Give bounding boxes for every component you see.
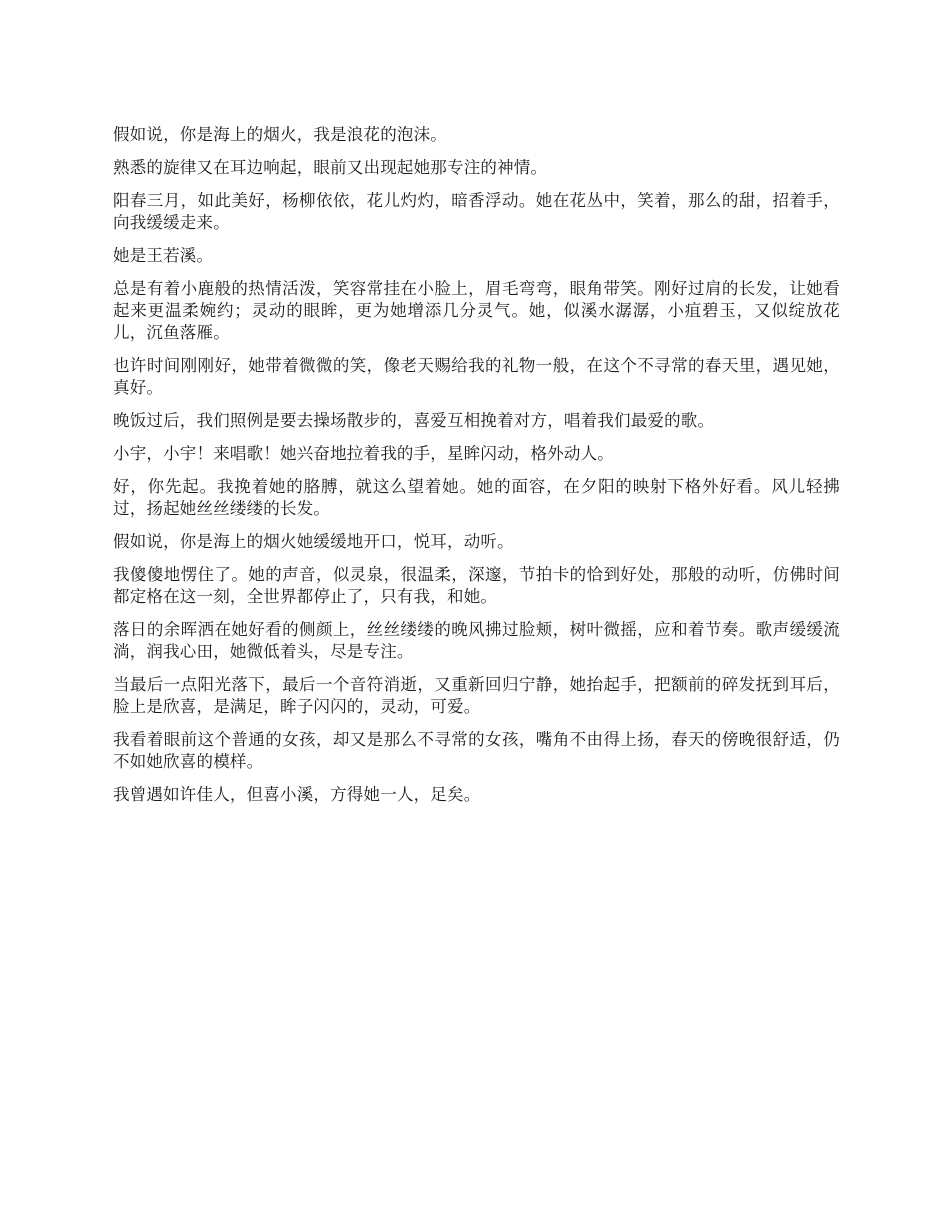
paragraph: 好，你先起。我挽着她的胳膊，就这么望着她。她的面容，在夕阳的映射下格外好看。风儿轻拂过，扬起她丝丝缕缕的长发。 [113, 477, 840, 518]
document-body [113, 124, 840, 817]
paragraph: 我傻傻地愣住了。她的声音，似灵泉，很温柔，深邃，节拍卡的恰到好处，那般的动听，仿佛时间都定格在这一刻，全世界都停止了，只有我，和她。 [113, 565, 840, 606]
paragraph: 总是有着小鹿般的热情活泼，笑容常挂在小脸上，眉毛弯弯，眼角带笑。刚好过肩的长发，让她看起来更温柔婉约；灵动的眼眸，更为她增添几分灵气。她，似溪水潺潺，小疽碧玉，又似绽放花儿，沉鱼落雁。 [113, 279, 840, 342]
paragraph: 我曾遇如许佳人，但喜小溪，方得她一人，足矣。 [113, 785, 481, 804]
paragraph: 她是王若溪。 [113, 246, 214, 265]
paragraph: 当最后一点阳光落下，最后一个音符消逝，又重新回归宁静，她抬起手，把额前的碎发抚到耳后，脸上是欣喜，是满足，眸子闪闪的，灵动，可爱。 [113, 675, 840, 716]
paragraph: 熟悉的旋律又在耳边响起，眼前又出现起她那专注的神情。 [113, 158, 548, 177]
paragraph: 假如说，你是海上的烟火她缓缓地开口，悦耳，动听。 [113, 532, 514, 551]
paragraph: 也许时间刚刚好，她带着微微的笑，像老天赐给我的礼物一般，在这个不寻常的春天里，遇见她，真好。 [113, 356, 840, 397]
paragraph: 落日的余晖洒在她好看的侧颜上，丝丝缕缕的晚风拂过脸颊，树叶微摇，应和着节奏。歌声缓缓流淌，润我心田，她微低着头，尽是专注。 [113, 620, 840, 661]
paragraph: 晚饭过后，我们照例是要去操场散步的，喜爱互相挽着对方，唱着我们最爱的歌。 [113, 411, 715, 430]
paragraph: 小宇，小宇！来唱歌！她兴奋地拉着我的手，星眸闪动，格外动人。 [113, 444, 614, 463]
paragraph: 阳春三月，如此美好，杨柳依依，花儿灼灼，暗香浮动。她在花丛中，笑着，那么的甜，招着手，向我缓缓走来。 [113, 191, 840, 232]
paragraph: 我看着眼前这个普通的女孩，却又是那么不寻常的女孩，嘴角不由得上扬，春天的傍晚很舒适，仍不如她欣喜的模样。 [113, 730, 840, 771]
paragraph: 假如说，你是海上的烟火，我是浪花的泡沫。 [113, 125, 447, 144]
